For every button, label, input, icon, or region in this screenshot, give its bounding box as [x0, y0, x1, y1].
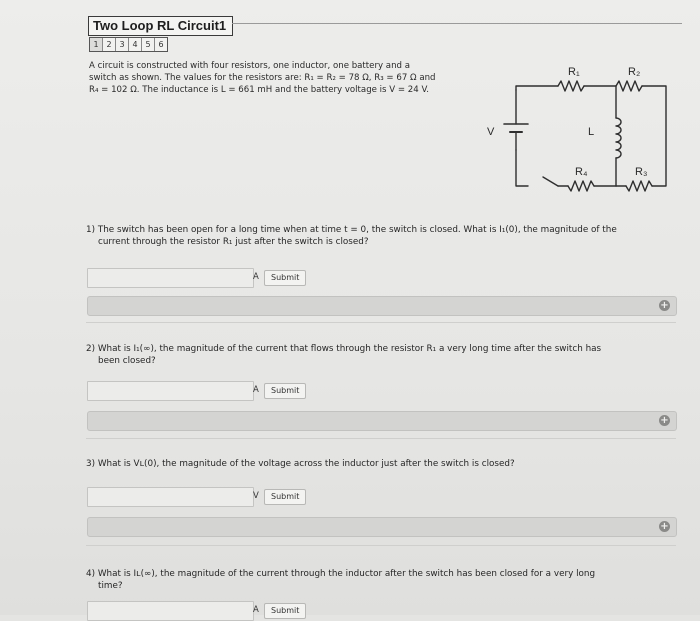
r1-label: R₁ — [568, 66, 580, 78]
r3-label: R₃ — [635, 166, 648, 178]
unit-label: A — [253, 272, 259, 282]
divider — [86, 438, 676, 439]
part-tabs — [89, 37, 168, 52]
question-text: current through the resistor R₁ just after the switch is closed? — [98, 237, 369, 247]
unit-label: A — [253, 385, 259, 395]
unit-label: A — [253, 605, 259, 615]
plus-icon[interactable]: + — [660, 521, 669, 532]
title-divider — [232, 23, 682, 24]
answer-input-4[interactable] — [87, 601, 254, 621]
question-text: been closed? — [98, 356, 156, 366]
tab-3[interactable]: 3 — [116, 38, 129, 51]
feedback-bar-2 — [87, 411, 677, 431]
submit-button-1[interactable]: Submit — [264, 270, 306, 286]
submit-button-4[interactable]: Submit — [264, 603, 306, 619]
intro-line: A circuit is constructed with four resistors, one inductor, one battery and a — [89, 61, 410, 71]
question-text: 3) What is Vʟ(0), the magnitude of the voltage across the inductor just after the switch is closed? — [86, 459, 515, 469]
feedback-bar-1 — [87, 296, 677, 316]
answer-input-3[interactable] — [87, 487, 254, 507]
divider — [86, 545, 676, 546]
question-text: 2) What is I₁(∞), the magnitude of the current that flows through the resistor R₁ a very long time after the switch has — [86, 344, 602, 354]
question-2 — [86, 343, 676, 367]
question-text: time? — [98, 581, 123, 591]
tab-4[interactable]: 4 — [129, 38, 142, 51]
answer-input-2[interactable] — [87, 381, 254, 401]
question-3 — [86, 458, 676, 470]
problem-description — [89, 60, 469, 96]
tab-2[interactable]: 2 — [103, 38, 116, 51]
submit-button-2[interactable]: Submit — [264, 383, 306, 399]
tab-6[interactable]: 6 — [158, 40, 164, 49]
r4-label: R₄ — [575, 166, 588, 178]
plus-icon[interactable]: + — [660, 415, 669, 426]
divider — [86, 322, 676, 323]
inductor-label: L — [588, 126, 595, 138]
r2-label: R₂ — [628, 66, 641, 78]
question-1 — [86, 224, 676, 248]
question-text: 4) What is Iʟ(∞), the magnitude of the current through the inductor after the switch has been closed for a very long — [86, 569, 596, 579]
feedback-bar-3 — [87, 517, 677, 537]
question-text: 1) The switch has been open for a long time when at time t = 0, the switch is closed. What is I₁(0), the magnitude of the — [86, 225, 617, 235]
page-title: Two Loop RL Circuit1 — [88, 16, 233, 36]
plus-icon[interactable]: + — [660, 300, 669, 311]
unit-label: V — [253, 491, 259, 501]
submit-button-3[interactable]: Submit — [264, 489, 306, 505]
intro-line: switch as shown. The values for the resistors are: R₁ = R₂ = 78 Ω, R₃ = 67 Ω and — [89, 73, 436, 83]
answer-input-1[interactable] — [87, 268, 254, 288]
tab-5[interactable]: 5 — [142, 38, 155, 51]
circuit-diagram — [470, 58, 675, 198]
tab-1[interactable]: 1 — [90, 38, 103, 51]
intro-line: R₄ = 102 Ω. The inductance is L = 661 mH and the battery voltage is V = 24 V. — [89, 85, 429, 95]
question-4 — [86, 568, 676, 592]
battery-label: V — [487, 126, 495, 138]
